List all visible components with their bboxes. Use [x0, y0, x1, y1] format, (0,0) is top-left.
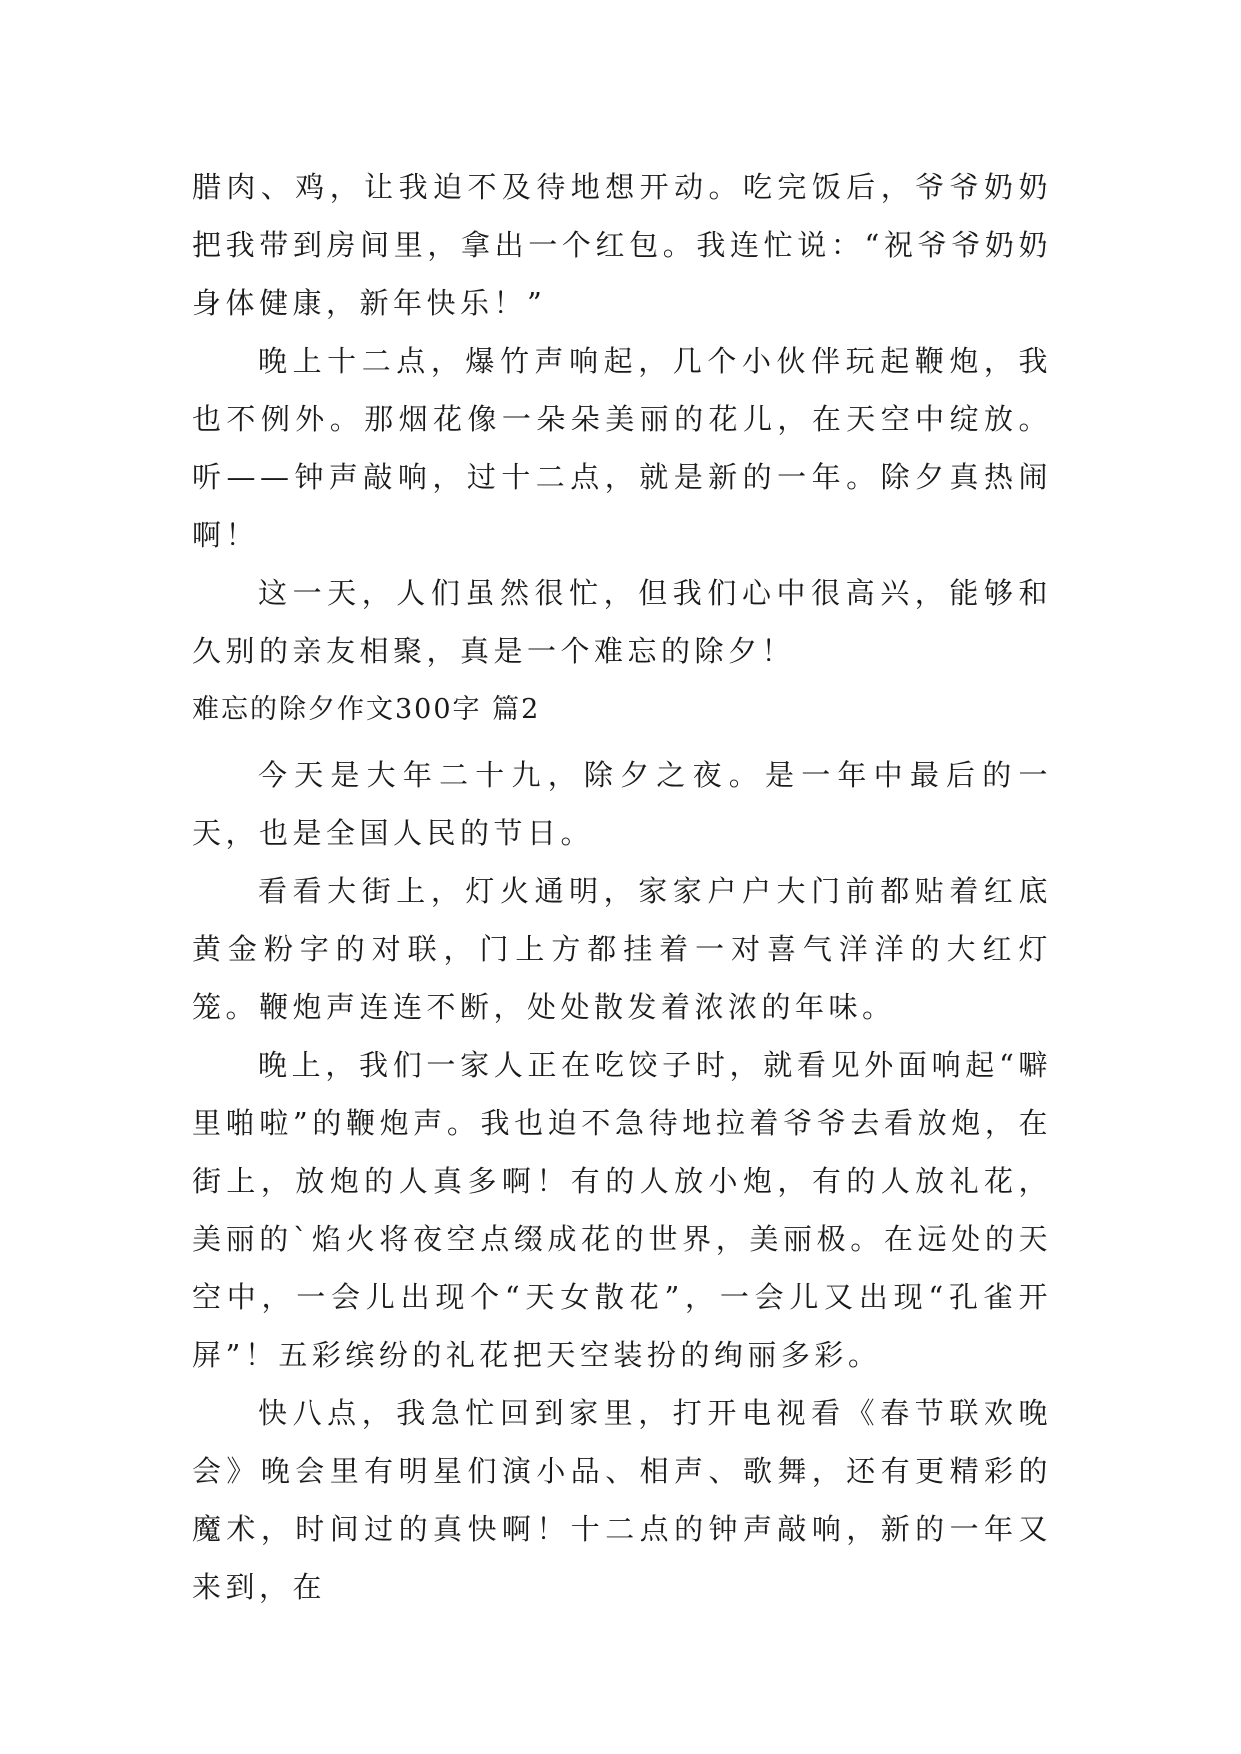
essay-section-2	[192, 746, 1052, 1616]
paragraph: 今天是大年二十九，除夕之夜。是一年中最后的一天，也是全国人民的节日。	[192, 758, 1052, 850]
paragraph: 晚上，我们一家人正在吃饺子时，就看见外面响起“噼里啪啦”的鞭炮声。我也迫不急待地拉着爷爷去看放炮，在街上，放炮的人真多啊！有的人放小炮，有的人放礼花，美丽的`焰火将夜空点缀成花的世界，美丽极。在远处的天空中，一会儿出现个“天女散花”，一会儿又出现“孔雀开屏”！五彩缤纷的礼花把天空装扮的绚丽多彩。	[192, 1048, 1052, 1372]
paragraph: 看看大街上，灯火通明，家家户户大门前都贴着红底黄金粉字的对联，门上方都挂着一对喜气洋洋的大红灯笼。鞭炮声连连不断，处处散发着浓浓的年味。	[192, 874, 1052, 1024]
paragraph: 快八点，我急忙回到家里，打开电视看《春节联欢晚会》晚会里有明星们演小品、相声、歌舞，还有更精彩的魔术，时间过的真快啊！十二点的钟声敲响，新的一年又来到，在	[192, 1396, 1052, 1604]
paragraph: 腊肉、鸡，让我迫不及待地想开动。吃完饭后，爷爷奶奶把我带到房间里，拿出一个红包。我连忙说：“祝爷爷奶奶身体健康，新年快乐！”	[192, 170, 1052, 320]
essay-heading: 难忘的除夕作文300字 篇2	[192, 694, 541, 725]
paragraph: 晚上十二点，爆竹声响起，几个小伙伴玩起鞭炮，我也不例外。那烟花像一朵朵美丽的花儿，在天空中绽放。听——钟声敲响，过十二点，就是新的一年。除夕真热闹啊！	[192, 344, 1052, 552]
essay-section-1	[192, 158, 1052, 680]
paragraph: 这一天，人们虽然很忙，但我们心中很高兴，能够和久别的亲友相聚，真是一个难忘的除夕！	[192, 576, 1052, 668]
